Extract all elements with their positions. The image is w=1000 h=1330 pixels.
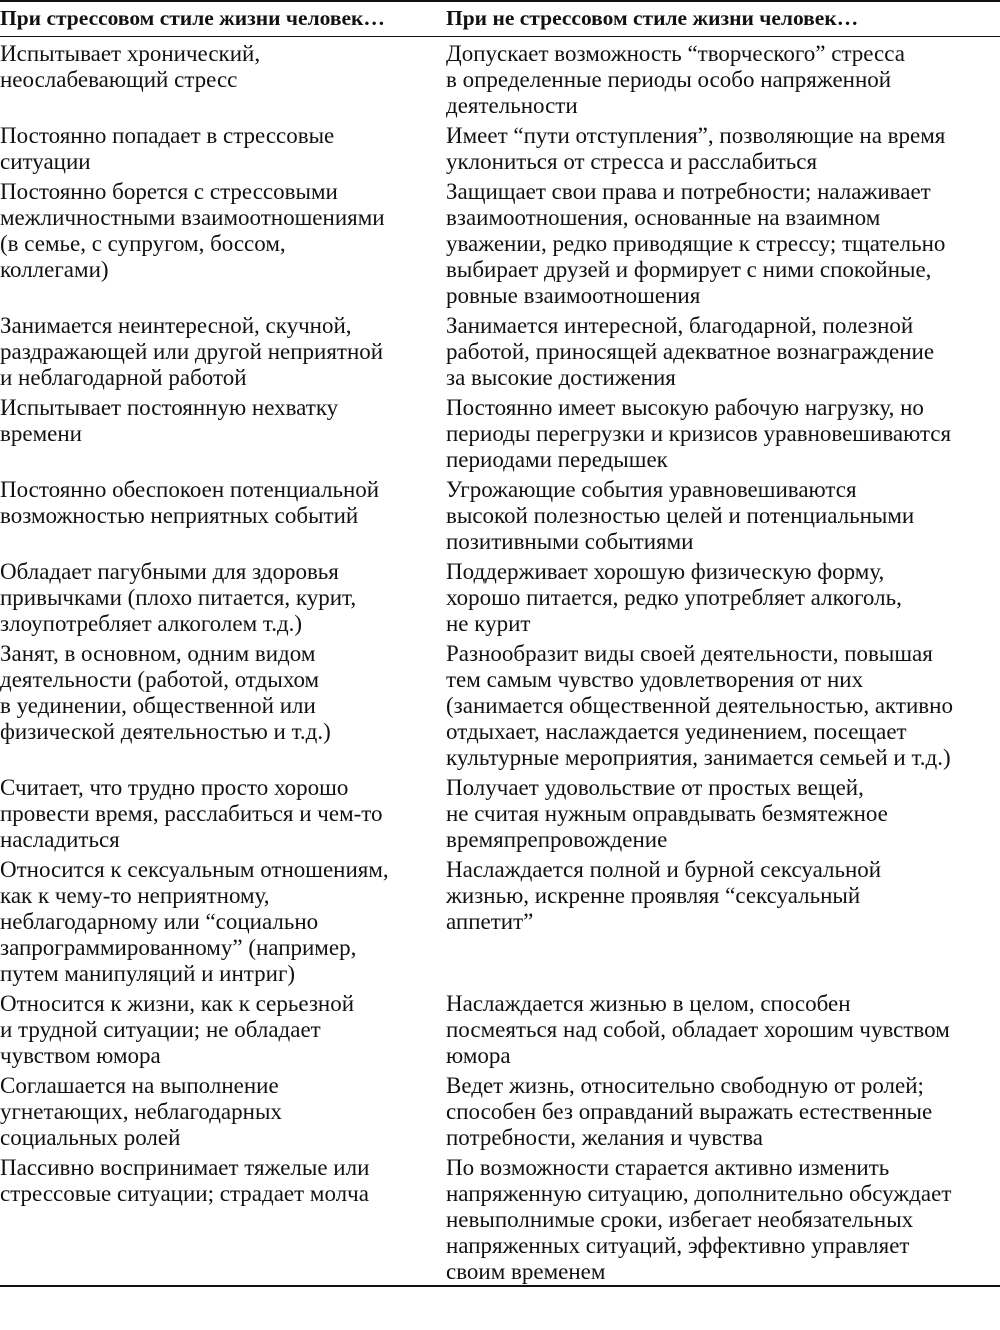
cell-non-stressful: По возможности старается активно изменить напряженную ситуацию, дополнительно обсуждает невыполнимые сроки, избегает необязательных напряженных ситуаций, эффективно управляет своим временем bbox=[446, 1155, 952, 1284]
cell-non-stressful: Разнообразит виды своей деятельности, повышая тем самым чувство удовлетворения от них (занимается общественной деятельностью, активно отдыхает, наслаждается уединением, посещает культурные мероприятия, занимается семьей и т.д.) bbox=[446, 641, 953, 770]
cell-stressful: Испытывает хронический, неослабевающий стресс bbox=[0, 41, 261, 92]
cell-stressful: Относится к сексуальным отношениям, как к чему-то неприятному, неблагодарному или “социально запрограммированному” (например, путем манипуляций и интриг) bbox=[0, 857, 389, 986]
table-row bbox=[0, 473, 1000, 555]
table-header bbox=[0, 1, 1000, 37]
table-row bbox=[0, 771, 1000, 853]
table-row bbox=[0, 1069, 1000, 1151]
cell-non-stressful: Занимается интересной, благодарной, полезной работой, приносящей адекватное вознаграждение за высокие достижения bbox=[446, 313, 935, 390]
cell-stressful: Постоянно обеспокоен потенциальной возможностью неприятных событий bbox=[0, 477, 380, 528]
cell-non-stressful: Ведет жизнь, относительно свободную от ролей; способен без оправданий выражать естественные потребности, желания и чувства bbox=[446, 1073, 933, 1150]
cell-non-stressful: Наслаждается полной и бурной сексуальной жизнью, искренне проявляя “сексуальный аппетит” bbox=[446, 857, 882, 934]
table-row bbox=[0, 119, 1000, 175]
cell-stressful: Постоянно борется с стрессовыми межличностными взаимоотношениями (в семье, с супругом, боссом, коллегами) bbox=[0, 179, 385, 282]
cell-non-stressful: Имеет “пути отступления”, позволяющие на время уклониться от стресса и расслабиться bbox=[446, 123, 946, 174]
cell-stressful: Занят, в основном, одним видом деятельности (работой, отдыхом в уединении, общественной или физической деятельностью и т.д.) bbox=[0, 641, 331, 744]
cell-stressful: Относится к жизни, как к серьезной и трудной ситуации; не обладает чувством юмора bbox=[0, 991, 355, 1068]
cell-non-stressful: Допускает возможность “творческого” стресса в определенные периоды особо напряженной деятельности bbox=[446, 41, 905, 118]
table-row bbox=[0, 37, 1000, 120]
cell-stressful: Занимается неинтересной, скучной, раздражающей или другой неприятной и неблагодарной работой bbox=[0, 313, 384, 390]
table-row bbox=[0, 987, 1000, 1069]
table-row bbox=[0, 555, 1000, 637]
table-row bbox=[0, 637, 1000, 771]
cell-stressful: Считает, что трудно просто хорошо провести время, расслабиться и чем-то насладиться bbox=[0, 775, 383, 852]
cell-non-stressful: Получает удовольствие от простых вещей, не считая нужным оправдывать безмятежное времяпрепровождение bbox=[446, 775, 888, 852]
cell-non-stressful: Поддерживает хорошую физическую форму, хорошо питается, редко употребляет алкоголь, не курит bbox=[446, 559, 902, 636]
table-row bbox=[0, 309, 1000, 391]
cell-non-stressful: Защищает свои права и потребности; налаживает взаимоотношения, основанные на взаимном уважении, редко приводящие к стрессу; тщательно выбирает друзей и формирует с ними спокойные, ровные взаимоотношения bbox=[446, 179, 946, 308]
cell-stressful: Пассивно воспринимает тяжелые или стрессовые ситуации; страдает молча bbox=[0, 1155, 370, 1206]
cell-stressful: Обладает пагубными для здоровья привычками (плохо питается, курит, злоупотребляет алкоголем т.д.) bbox=[0, 559, 357, 636]
cell-stressful: Соглашается на выполнение угнетающих, неблагодарных социальных ролей bbox=[0, 1073, 282, 1150]
header-row bbox=[0, 1, 1000, 37]
header-non-stressful-lifestyle: При не стрессовом стиле жизни человек… bbox=[444, 1, 1000, 37]
cell-stressful: Постоянно попадает в стрессовые ситуации bbox=[0, 123, 335, 174]
table-row bbox=[0, 1151, 1000, 1286]
cell-stressful: Испытывает постоянную нехватку времени bbox=[0, 395, 339, 446]
table-row bbox=[0, 391, 1000, 473]
table-row bbox=[0, 175, 1000, 309]
cell-non-stressful: Наслаждается жизнью в целом, способен посмеяться над собой, обладает хорошим чувством юмора bbox=[446, 991, 950, 1068]
cell-non-stressful: Постоянно имеет высокую рабочую нагрузку, но периоды перегрузки и кризисов уравновешиваются периодами передышек bbox=[446, 395, 952, 472]
header-stressful-lifestyle: При стрессовом стиле жизни человек… bbox=[0, 1, 444, 37]
table-row bbox=[0, 853, 1000, 987]
table-body bbox=[0, 37, 1000, 1287]
cell-non-stressful: Угрожающие события уравновешиваются высокой полезностью целей и потенциальными позитивными событиями bbox=[446, 477, 915, 554]
